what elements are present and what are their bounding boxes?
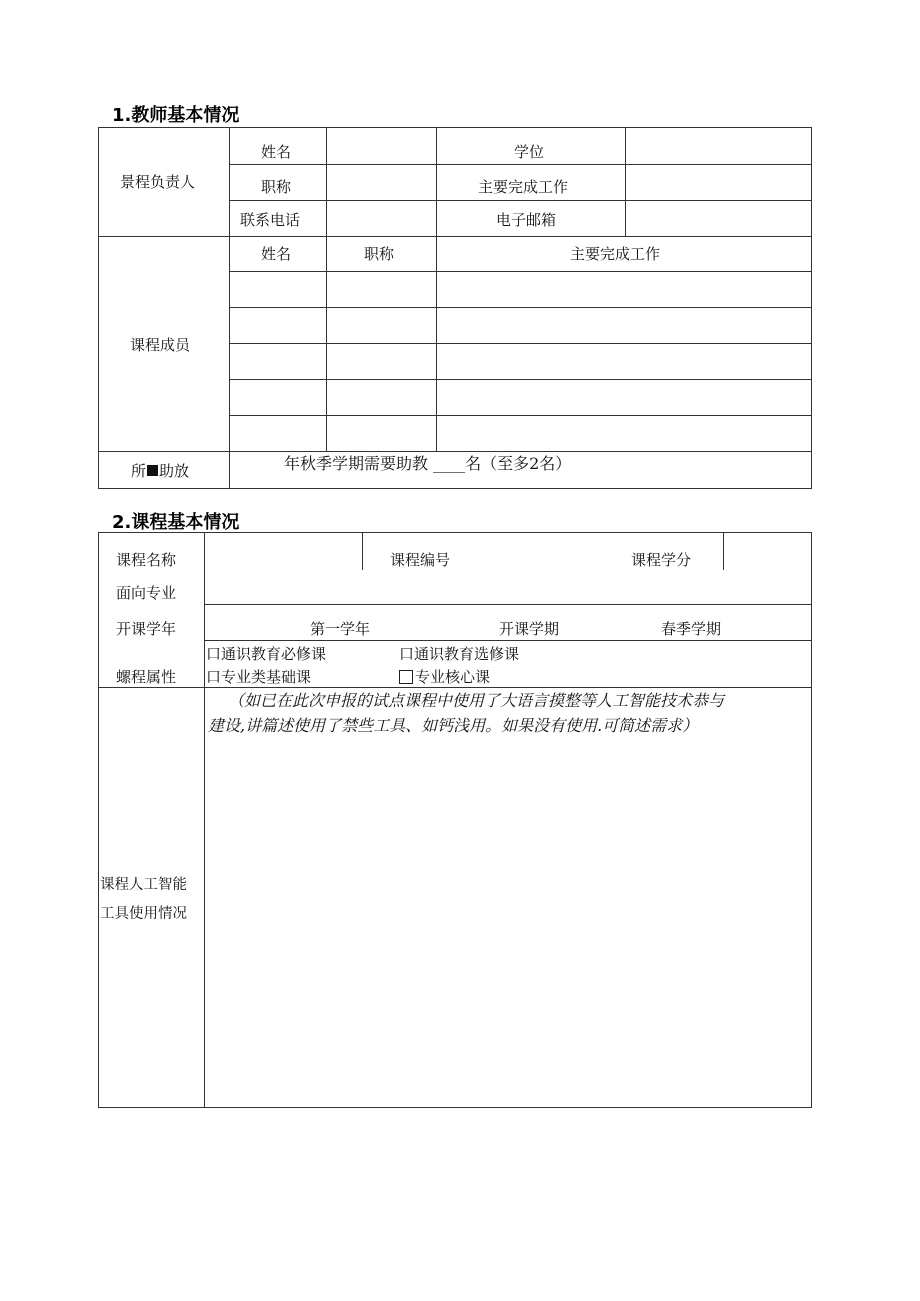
leader-title-label: 职称 (261, 178, 292, 196)
members-col-work: 主要完成工作 (570, 245, 661, 263)
ta-row-label: 所 助放 (131, 462, 190, 480)
section1-heading: 1.教师基本情况 (112, 105, 240, 126)
leader-email-field[interactable] (626, 201, 811, 235)
attr-option[interactable]: 专业核心课 (399, 668, 490, 686)
course-name-label: 课程名称 (116, 551, 177, 569)
leader-title-field[interactable] (327, 165, 435, 199)
members-row-label: 课程成员 (130, 336, 191, 354)
member-title-field[interactable] (327, 416, 436, 450)
semester-value[interactable]: 春季学期 (661, 620, 722, 638)
attr-label: 螺程属性 (116, 668, 177, 686)
checkbox-icon[interactable]: 口 (399, 645, 415, 663)
checkbox-icon[interactable]: 口 (206, 668, 222, 686)
leader-degree-label: 学位 (514, 143, 545, 161)
member-title-field[interactable] (327, 344, 436, 378)
member-title-field[interactable] (327, 308, 436, 342)
section2-heading: 2.课程基本情况 (112, 512, 240, 533)
year-label: 开课学年 (116, 620, 177, 638)
leader-degree-field[interactable] (626, 128, 811, 163)
year-value[interactable]: 第一学年 (310, 620, 371, 638)
ai-usage-textarea[interactable] (206, 689, 810, 1106)
member-work-field[interactable] (437, 308, 811, 342)
ta-request-text: 年秋季学期需要助教 ____名（至多2名） (284, 454, 572, 473)
major-label: 面向专业 (116, 584, 177, 602)
ai-note-line2: 建设,讲篇述使用了禁些工具、如钙浅用。如果没有使用.可简述需求） (208, 716, 699, 735)
leader-phone-field[interactable] (327, 201, 435, 235)
member-work-field[interactable] (437, 416, 811, 450)
ai-label-line2: 工具使用情况 (100, 906, 187, 922)
checkbox-icon[interactable] (399, 670, 413, 684)
members-col-name: 姓名 (261, 245, 292, 263)
ta-count-blank[interactable]: ____ (433, 454, 466, 473)
member-name-field[interactable] (230, 380, 326, 414)
member-name-field[interactable] (230, 308, 326, 342)
members-col-title: 职称 (364, 245, 395, 263)
semester-label: 开课学期 (499, 620, 560, 638)
leader-phone-label: 联系电话 (240, 211, 301, 229)
leader-main-work-label: 主要完成工作 (478, 178, 569, 196)
leader-row-label: 景程负责人 (120, 173, 196, 191)
course-name-field[interactable] (206, 534, 360, 570)
member-work-field[interactable] (437, 344, 811, 378)
checkbox-icon[interactable]: 口 (206, 645, 222, 663)
leader-name-label: 姓名 (261, 143, 292, 161)
filled-square-icon (147, 465, 158, 476)
member-title-field[interactable] (327, 380, 436, 414)
ai-note-line1: （如已在此次申报的试点课程中使用了大语言摸整等人工智能技术恭与 (228, 691, 725, 710)
ai-label-line1: 课程人工智能 (100, 877, 187, 893)
leader-name-field[interactable] (327, 128, 435, 163)
major-field[interactable] (206, 572, 810, 603)
member-name-field[interactable] (230, 416, 326, 450)
attr-option[interactable]: 口通识教育选修课 (399, 645, 520, 663)
member-name-field[interactable] (230, 272, 326, 306)
course-code-label: 课程编号 (390, 551, 451, 569)
members-rows (230, 272, 811, 450)
leader-main-work-field[interactable] (626, 165, 811, 199)
course-credit-label: 课程学分 (631, 551, 692, 569)
member-work-field[interactable] (437, 272, 811, 306)
attr-option[interactable]: 口专业类基础课 (206, 668, 312, 686)
leader-email-label: 电子邮箱 (496, 211, 557, 229)
member-work-field[interactable] (437, 380, 811, 414)
member-name-field[interactable] (230, 344, 326, 378)
member-title-field[interactable] (327, 272, 436, 306)
attr-option[interactable]: 口通识教育必修课 (206, 645, 327, 663)
